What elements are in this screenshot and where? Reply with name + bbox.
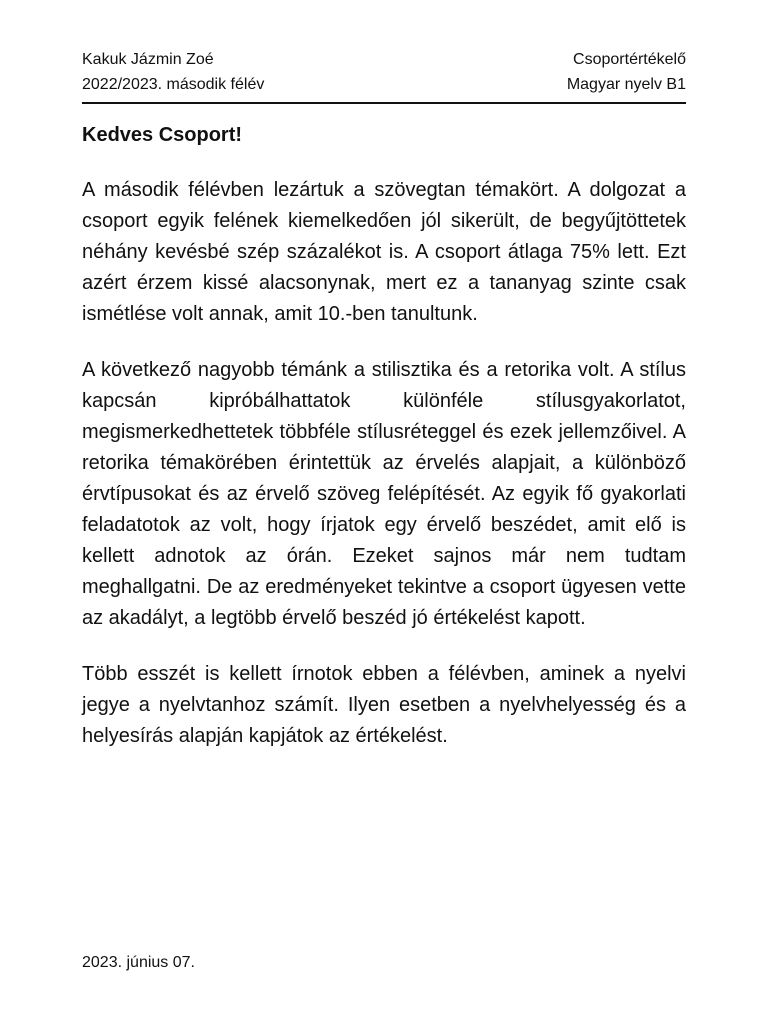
semester-label: 2022/2023. második félév	[82, 76, 265, 93]
header-right	[567, 47, 686, 97]
header-divider	[82, 102, 686, 104]
author-name: Kakuk Jázmin Zoé	[82, 51, 214, 68]
paragraph-3: Több esszét is kellett írnotok ebben a félévben, aminek a nyelvi jegye a nyelvtanhoz számít. Ilyen esetben a nyelvhelyesség és a helyesírás alapján kapjátok az értékelést.	[82, 663, 686, 747]
course-name: Magyar nyelv B1	[566, 76, 686, 93]
document-date: 2023. június 07.	[82, 954, 195, 971]
document-header	[82, 47, 686, 97]
letter-body	[82, 120, 686, 777]
paragraph-1: A második félévben lezártuk a szövegtan témakört. A dolgozat a csoport egyik felének kiemelkedően jól sikerült, de begyűjtöttetek néhány kevésbé szép százalékot is. A csoport átlaga 75% lett. Ezt azért érzem kissé alacsonynak, mert ez a tananyag szinte csak ismétlése volt annak, amit 10.-ben tanultunk.	[82, 179, 686, 325]
greeting: Kedves Csoport!	[82, 124, 243, 146]
header-left	[82, 47, 264, 97]
paragraph-2: A következő nagyobb témánk a stilisztika és a retorika volt. A stílus kapcsán kipróbálhattatok különféle stílusgyakorlatot, megismerkedhettetek többféle stílusréteggel és ezek jellemzőivel. A retorika témakörében érintettük az érvelés alapjait, a különböző érvtípusokat és az érvelő szöveg felépítését. Az egyik fő gyakorlati feladatotok az volt, hogy írjatok egy érvelő beszédet, amit elő is kellett adnotok az órán. Ezeket sajnos már nem tudtam meghallgatni. De az eredményeket tekintve a csoport ügyesen vette az akadályt, a legtöbb érvelő beszéd jó értékelést kapott.	[82, 359, 686, 629]
document-type: Csoportértékelő	[573, 51, 686, 68]
